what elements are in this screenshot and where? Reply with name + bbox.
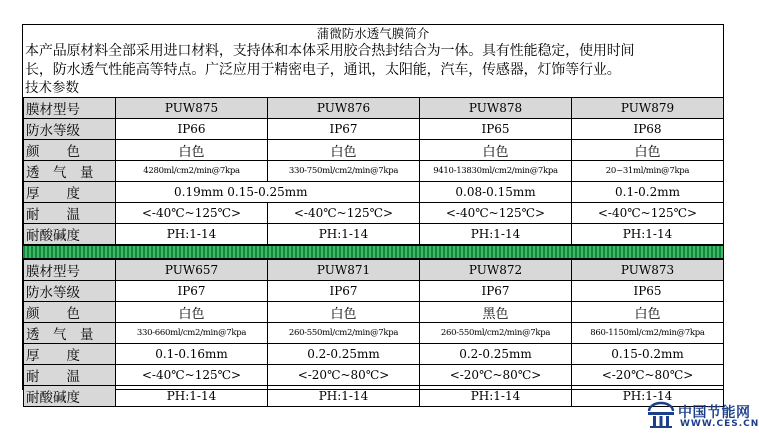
table-row — [24, 323, 724, 344]
model-cell: PUW875 — [116, 98, 268, 119]
green-separator — [23, 245, 723, 259]
thickness-cell: 0.1-0.16mm — [116, 344, 268, 365]
color-cell: 黑色 — [420, 302, 572, 323]
model-cell: PUW878 — [420, 98, 572, 119]
row-label-temperature: 耐 温 — [24, 365, 116, 386]
table-row — [24, 119, 724, 140]
table-row — [24, 365, 724, 386]
table-row — [24, 161, 724, 182]
waterproof-cell: IP67 — [268, 119, 420, 140]
intro-line-2: 长，防水透气性能高等特点。广泛应用于精密电子，通讯，太阳能，汽车，传感器，灯饰等行业。 — [25, 62, 621, 78]
logo-name: 中国节能网 — [678, 405, 751, 421]
airflow-cell: 330-660ml/cm2/min@7kpa — [116, 323, 268, 344]
temperature-cell: <-40℃~125℃> — [420, 203, 572, 224]
params-heading: 技术参数 — [25, 80, 79, 96]
acid-alkali-cell: PH:1-14 — [268, 386, 420, 407]
airflow-cell: 860-1150ml/cm2/min@7kpa — [572, 323, 724, 344]
table-row — [24, 224, 724, 245]
row-label-thickness: 厚 度 — [24, 182, 116, 203]
color-cell: 白色 — [268, 140, 420, 161]
airflow-cell: 260-550ml/cm2/min@7kpa — [420, 323, 572, 344]
table-row — [24, 203, 724, 224]
row-label-temperature: 耐 温 — [24, 203, 116, 224]
thickness-cell: 0.2-0.25mm — [420, 344, 572, 365]
table-row — [24, 302, 724, 323]
thickness-cell: 0.2-0.25mm — [268, 344, 420, 365]
temperature-cell: <-40℃~125℃> — [572, 203, 724, 224]
row-label-airflow: 透 气 量 — [24, 323, 116, 344]
thickness-cell: 0.1-0.2mm — [572, 182, 724, 203]
row-label-acid-alkali: 耐酸碱度 — [24, 224, 116, 245]
acid-alkali-cell: PH:1-14 — [572, 224, 724, 245]
thickness-cell: 0.19mm 0.15-0.25mm — [116, 182, 420, 203]
row-label-thickness: 厚 度 — [24, 344, 116, 365]
airflow-cell: 260-550ml/cm2/min@7kpa — [268, 323, 420, 344]
acid-alkali-cell: PH:1-14 — [420, 224, 572, 245]
row-label-color: 颜 色 — [24, 140, 116, 161]
model-cell: PUW872 — [420, 260, 572, 281]
airflow-cell: 20~31ml/min@7kpa — [572, 161, 724, 182]
color-cell: 白色 — [572, 302, 724, 323]
waterproof-cell: IP68 — [572, 119, 724, 140]
table-row — [24, 260, 724, 281]
acid-alkali-cell: PH:1-14 — [116, 224, 268, 245]
ces-logo-icon — [646, 403, 676, 429]
model-cell: PUW657 — [116, 260, 268, 281]
site-logo[interactable] — [646, 400, 759, 433]
waterproof-cell: IP66 — [116, 119, 268, 140]
logo-url: WWW.CES.CN — [680, 419, 759, 429]
spec-sheet — [22, 24, 724, 406]
color-cell: 白色 — [116, 302, 268, 323]
airflow-cell: 330-750ml/cm2/min@7kpa — [268, 161, 420, 182]
acid-alkali-cell: PH:1-14 — [420, 386, 572, 407]
temperature-cell: <-40℃~125℃> — [116, 203, 268, 224]
spec-table-1 — [23, 97, 724, 245]
airflow-cell: 9410-13830ml/cm2/min@7kpa — [420, 161, 572, 182]
color-cell: 白色 — [268, 302, 420, 323]
color-cell: 白色 — [420, 140, 572, 161]
table-row — [24, 98, 724, 119]
waterproof-cell: IP67 — [268, 281, 420, 302]
row-label-airflow: 透 气 量 — [24, 161, 116, 182]
intro-line-1: 本产品原材料全部采用进口材料，支持体和本体采用胶合热封结合为一体。具有性能稳定，使用时间 — [25, 43, 635, 59]
model-cell: PUW879 — [572, 98, 724, 119]
temperature-cell: <-20℃~80℃> — [572, 365, 724, 386]
model-cell: PUW871 — [268, 260, 420, 281]
color-cell: 白色 — [116, 140, 268, 161]
table-row — [24, 140, 724, 161]
airflow-cell: 4280ml/cm2/min@7kpa — [116, 161, 268, 182]
acid-alkali-cell: PH:1-14 — [116, 386, 268, 407]
row-label-acid-alkali: 耐酸碱度 — [24, 386, 116, 407]
table-row — [24, 182, 724, 203]
temperature-cell: <-40℃~125℃> — [268, 203, 420, 224]
table-row — [24, 281, 724, 302]
temperature-cell: <-20℃~80℃> — [420, 365, 572, 386]
thickness-cell: 0.15-0.2mm — [572, 344, 724, 365]
row-label-color: 颜 色 — [24, 302, 116, 323]
model-cell: PUW873 — [572, 260, 724, 281]
table-row — [24, 386, 724, 407]
table-row — [24, 344, 724, 365]
row-label-model: 膜材型号 — [24, 260, 116, 281]
waterproof-cell: IP65 — [420, 119, 572, 140]
temperature-cell: <-40℃~125℃> — [116, 365, 268, 386]
row-label-waterproof: 防水等级 — [24, 281, 116, 302]
spec-table-2 — [23, 259, 724, 407]
row-label-waterproof: 防水等级 — [24, 119, 116, 140]
waterproof-cell: IP65 — [572, 281, 724, 302]
thickness-cell: 0.08-0.15mm — [420, 182, 572, 203]
acid-alkali-cell: PH:1-14 — [572, 386, 724, 407]
temperature-cell: <-20℃~80℃> — [268, 365, 420, 386]
waterproof-cell: IP67 — [420, 281, 572, 302]
acid-alkali-cell: PH:1-14 — [268, 224, 420, 245]
model-cell: PUW876 — [268, 98, 420, 119]
color-cell: 白色 — [572, 140, 724, 161]
waterproof-cell: IP67 — [116, 281, 268, 302]
row-label-model: 膜材型号 — [24, 98, 116, 119]
doc-title: 蒲微防水透气膜简介 — [316, 26, 430, 41]
